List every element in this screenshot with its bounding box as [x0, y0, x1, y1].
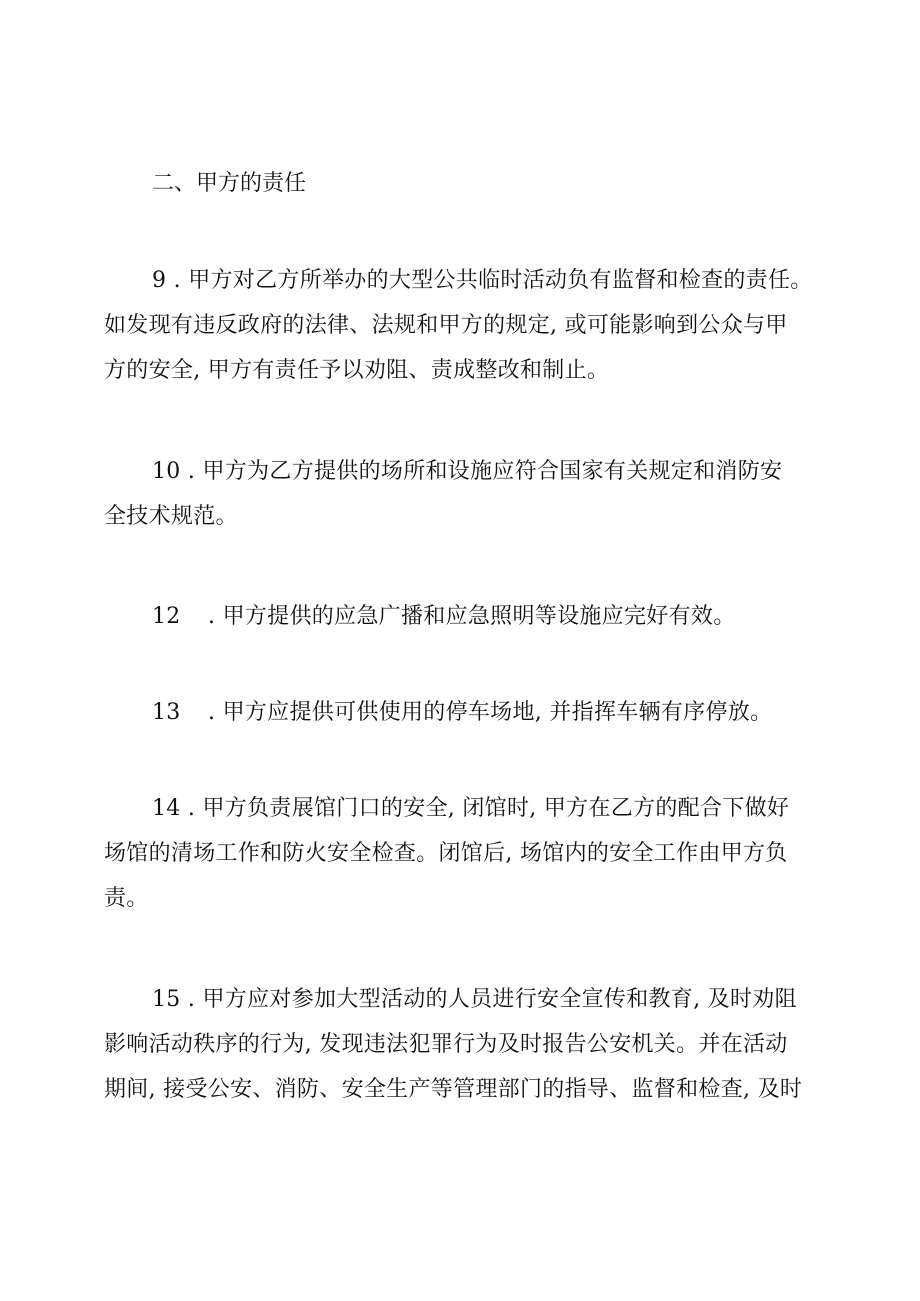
clause-number: 15	[152, 987, 181, 1012]
clause-9	[104, 258, 834, 393]
clause-number: 13	[152, 700, 181, 725]
clause-text-line: . 甲方负责展馆门口的安全, 闭馆时, 甲方在乙方的配合下做好	[187, 796, 790, 821]
clause-number: 12	[152, 604, 181, 629]
clause-number: 9	[152, 268, 167, 293]
section-heading: 二、甲方的责任	[152, 171, 307, 196]
clause-text-line: . 甲方对乙方所举办的大型公共临时活动负有监督和检查的责任。	[173, 268, 813, 293]
clause-text-line: 如发现有违反政府的法律、法规和甲方的规定, 或可能影响到公众与甲	[104, 313, 788, 338]
clause-number: 10	[152, 459, 181, 484]
clause-12	[104, 594, 834, 639]
clause-10	[104, 449, 834, 539]
clause-number: 14	[152, 796, 181, 821]
clause-14	[104, 786, 834, 921]
clause-text-line: . 甲方应提供可供使用的停车场地, 并指挥车辆有序停放。	[208, 700, 773, 725]
clause-text-line: 期间, 接受公安、消防、安全生产等管理部门的指导、监督和检查, 及时	[104, 1077, 803, 1102]
clause-text-line: 影响活动秩序的行为, 发现违法犯罪行为及时报告公安机关。并在活动	[104, 1032, 788, 1057]
clause-text-line: . 甲方为乙方提供的场所和设施应符合国家有关规定和消防安	[187, 459, 783, 484]
clause-text-line: 责。	[104, 886, 149, 911]
clause-text-line: 全技术规范。	[104, 504, 238, 529]
clause-text-line: . 甲方提供的应急广播和应急照明等设施应完好有效。	[208, 604, 736, 629]
clause-text-line: . 甲方应对参加大型活动的人员进行安全宣传和教育, 及时劝阻	[187, 987, 797, 1012]
clause-13	[104, 690, 834, 735]
clause-15	[104, 977, 834, 1112]
clause-text-line: 场馆的清场工作和防火安全检查。闭馆后, 场馆内的安全工作由甲方负	[104, 841, 788, 866]
clause-text-line: 方的安全, 甲方有责任予以劝阻、责成整改和制止。	[104, 358, 610, 383]
